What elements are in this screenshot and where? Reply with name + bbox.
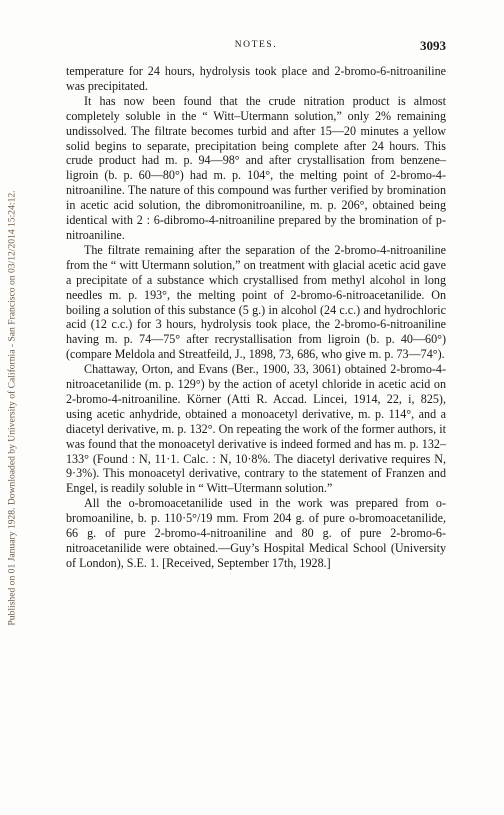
paragraph-continuation: temperature for 24 hours, hydrolysis took place and 2-bromo-6-nitroaniline was precipitated. (66, 64, 446, 93)
paragraph-crude-nitration: It has now been found that the crude nitration product is almost completely soluble in the “ Witt–Utermann solution,” only 2% remaining undissolved. The filtrate becomes turbid and after 15—20 minutes a yellow solid begins to separate, precipitation being complete after 24 hours. This crude product had m. p. 94—98° and after crystallisation from benzene–ligroin (b. p. 60—80°) had m. p. 104°, the melting point of 2-bromo-4-nitroaniline. The nature of this compound was further verified by bromination in acetic acid solution, the dibromonitroaniline, m. p. 206°, obtained being identical with 2 : 6-dibromo-4-nitroaniline prepared by the bromination of p-nitroaniline. (66, 93, 446, 242)
watermark-text: Published on 01 January 1928. Downloaded by University of California - San Francisco on 03/12/2014 15:24:12. (6, 190, 18, 626)
paragraph-chattaway: Chattaway, Orton, and Evans (Ber., 1900, 33, 3061) obtained 2-bromo-4-nitroacetanilide (m. p. 129°) by the action of acetyl chloride in acetic acid on 2-bromo-4-nitroaniline. Körner (Atti R. Accad. Lincei, 1914, 22, i, 825), using acetic anhydride, obtained a monoacetyl derivative, m. p. 114°, and a diacetyl derivative, m. p. 132°. On repeating the work of the former authors, it was found that the monoacetyl derivative is indeed formed and has m. p. 132–133° (Found : N, 11·1. Calc. : N, 10·8%. The diacetyl derivative requires N, 9·3%). This monoacetyl derivative, contrary to the statement of Franzen and Engel, is readily soluble in “ Witt–Utermann solution.” (66, 362, 446, 496)
download-watermark (0, 0, 24, 815)
paragraph-filtrate: The filtrate remaining after the separation of the 2-bromo-4-nitroaniline from the “ witt Utermann solution,” on treatment with glacial acetic acid gave a precipitate of a substance which crystallised from methyl alcohol in long needles m. p. 193°, the melting point of 2-bromo-6-nitroacetanilide. On boiling a solution of this substance (5 g.) in alcohol (24 c.c.) and hydrochloric acid (12 c.c.) for 3 hours, hydrolysis took place, the 2-bromo-6-nitroaniline having m. p. 74—75° after recrystallisation from ligroin (b. p. 40—60°) (compare Meldola and Streatfeild, J., 1898, 73, 686, who give m. p. 73—74°). (66, 242, 446, 362)
page-number: 3093 (420, 38, 446, 53)
page-header (66, 38, 446, 54)
running-head: NOTES. (234, 40, 278, 50)
paragraph-preparation: All the o-bromoacetanilide used in the work was prepared from o-bromoaniline, b. p. 110·5°/19 mm. From 204 g. of pure o-bromoacetanilide, 66 g. of pure 2-bromo-4-nitroaniline and 80 g. of pure 2-bromo-6-nitroacetanilide were obtained.—Guy’s Hospital Medical School (University of London), S.E. 1. [Received, September 17th, 1928.] (66, 496, 446, 570)
article-body (66, 64, 446, 571)
